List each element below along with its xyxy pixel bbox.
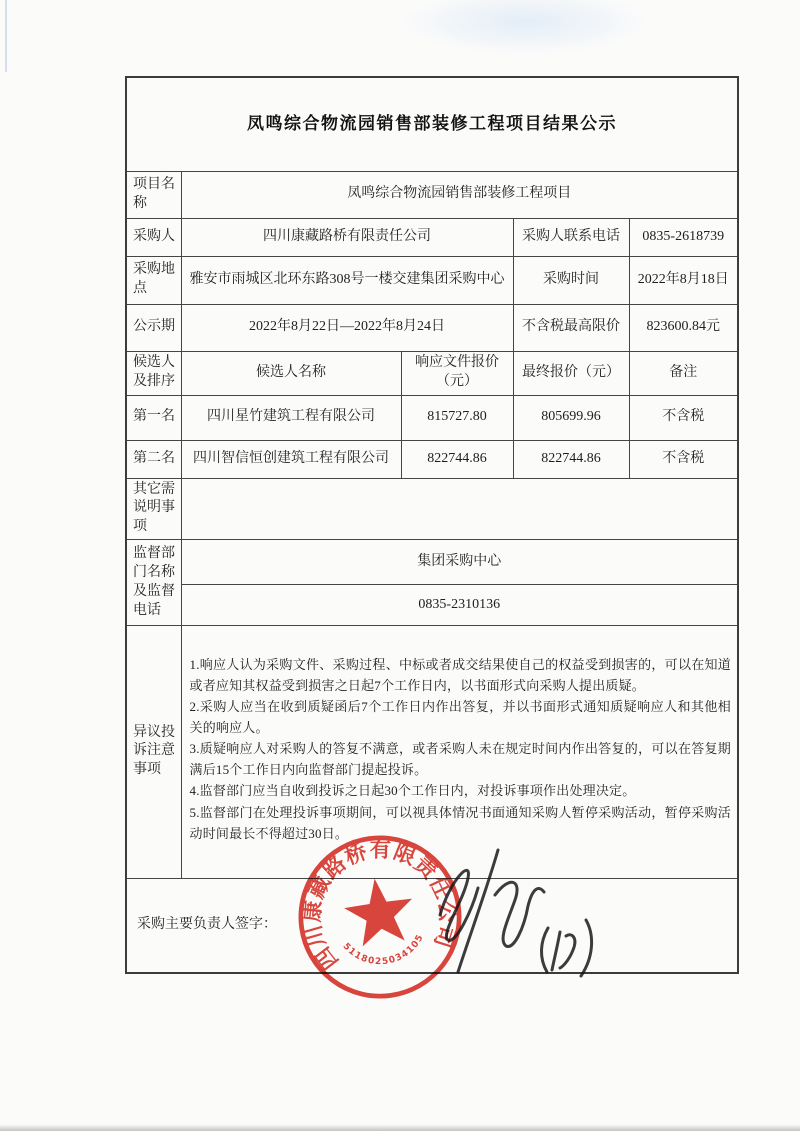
row-publicity-period (126, 304, 738, 351)
seal-star-icon (341, 874, 418, 948)
objection-notice-label: 异议投诉注意事项 (126, 626, 181, 878)
candidate-2-final-price: 822744.86 (513, 440, 629, 478)
location-value: 雅安市雨城区北环东路308号一楼交建集团采购中心 (181, 256, 513, 304)
candidate-2-note: 不含税 (629, 440, 738, 478)
purchaser-value: 四川康藏路桥有限责任公司 (181, 218, 513, 256)
scanner-smudge-artifact (400, 0, 650, 55)
row-project-name (126, 171, 738, 218)
supervision-phone-value: 0835-2310136 (181, 585, 738, 626)
candidates-header-final-price: 最终报价（元） (513, 351, 629, 395)
seal-company-name: 四川康藏路桥有限责任公司 (300, 837, 460, 974)
supervision-label: 监督部门名称及监督电话 (126, 540, 181, 626)
row-location (126, 256, 738, 304)
objection-item-2: 2.采购人应当在收到质疑函后7个工作日内作出答复，并以书面形式通知质疑响应人和其他相关的响应人。 (189, 699, 731, 736)
publicity-period-label: 公示期 (126, 304, 181, 351)
signature-note-stroke (552, 932, 560, 970)
max-price-label: 不含税最高限价 (513, 304, 629, 351)
scan-bottom-shadow (0, 1125, 800, 1131)
candidates-header-rank: 候选人及排序 (126, 351, 181, 395)
candidate-2-doc-price: 822744.86 (401, 440, 513, 478)
candidate-2-rank: 第二名 (126, 440, 181, 478)
row-purchaser (126, 218, 738, 256)
signature-note-right-paren (581, 920, 592, 976)
candidates-header-name: 候选人名称 (181, 351, 401, 395)
purchaser-phone-label: 采购人联系电话 (513, 218, 629, 256)
signature-stroke (495, 882, 544, 946)
seal-serial-number: 5118025034105 (340, 932, 427, 968)
purchaser-label: 采购人 (126, 218, 181, 256)
handwritten-signature (420, 840, 615, 990)
page-title: 凤鸣综合物流园销售部装修工程项目结果公示 (126, 77, 738, 171)
candidate-1-doc-price: 815727.80 (401, 395, 513, 440)
other-notes-label: 其它需说明事项 (126, 478, 181, 540)
objection-item-5: 5.监督部门在处理投诉事项期间，可以视具体情况书面通知采购人暂停采购活动，暂停采购活动时间最长不得超过30日。 (189, 804, 731, 841)
other-notes-value (181, 478, 738, 540)
row-supervision-dept (126, 540, 738, 585)
candidates-header-doc-price: 响应文件报价（元） (401, 351, 513, 395)
table-row-candidate-1 (126, 395, 738, 440)
objection-item-4: 4.监督部门应当自收到投诉之日起30个工作日内，对投诉事项作出处理决定。 (189, 783, 636, 799)
project-name-value: 凤鸣综合物流园销售部装修工程项目 (181, 171, 738, 218)
signature-note-left-paren (541, 928, 548, 972)
project-name-label: 项目名称 (126, 171, 181, 218)
signature-stroke (458, 850, 498, 972)
supervision-dept-value: 集团采购中心 (181, 540, 738, 585)
candidate-1-final-price: 805699.96 (513, 395, 629, 440)
candidates-header-note: 备注 (629, 351, 738, 395)
signature-note-stroke (560, 935, 575, 968)
location-label: 采购地点 (126, 256, 181, 304)
candidate-1-rank: 第一名 (126, 395, 181, 440)
candidate-2-name: 四川智信恒创建筑工程有限公司 (181, 440, 401, 478)
candidate-1-note: 不含税 (629, 395, 738, 440)
purchaser-phone-value: 0835-2618739 (629, 218, 738, 256)
row-supervision-phone (126, 585, 738, 626)
publicity-period-value: 2022年8月22日—2022年8月24日 (181, 304, 513, 351)
purchase-time-value: 2022年8月18日 (629, 256, 738, 304)
signature-label: 采购主要负责人签字： (126, 878, 738, 973)
candidate-1-name: 四川星竹建筑工程有限公司 (181, 395, 401, 440)
row-other-notes (126, 478, 738, 540)
objection-item-3: 3.质疑响应人对采购人的答复不满意，或者采购人未在规定时间内作出答复的，可以在答复期满后15个工作日内向监督部门提起投诉。 (189, 741, 731, 778)
table-row-candidate-2 (126, 440, 738, 478)
max-price-value: 823600.84元 (629, 304, 738, 351)
row-candidates-header (126, 351, 738, 395)
purchase-time-label: 采购时间 (513, 256, 629, 304)
scan-edge-line (5, 0, 7, 72)
objection-item-1: 1.响应人认为采购文件、采购过程、中标或者成交结果使自己的权益受到损害的，可以在知道或者应知其权益受到损害之日起7个工作日内，以书面形式向采购人提出质疑。 (189, 657, 731, 694)
row-title (126, 77, 738, 171)
